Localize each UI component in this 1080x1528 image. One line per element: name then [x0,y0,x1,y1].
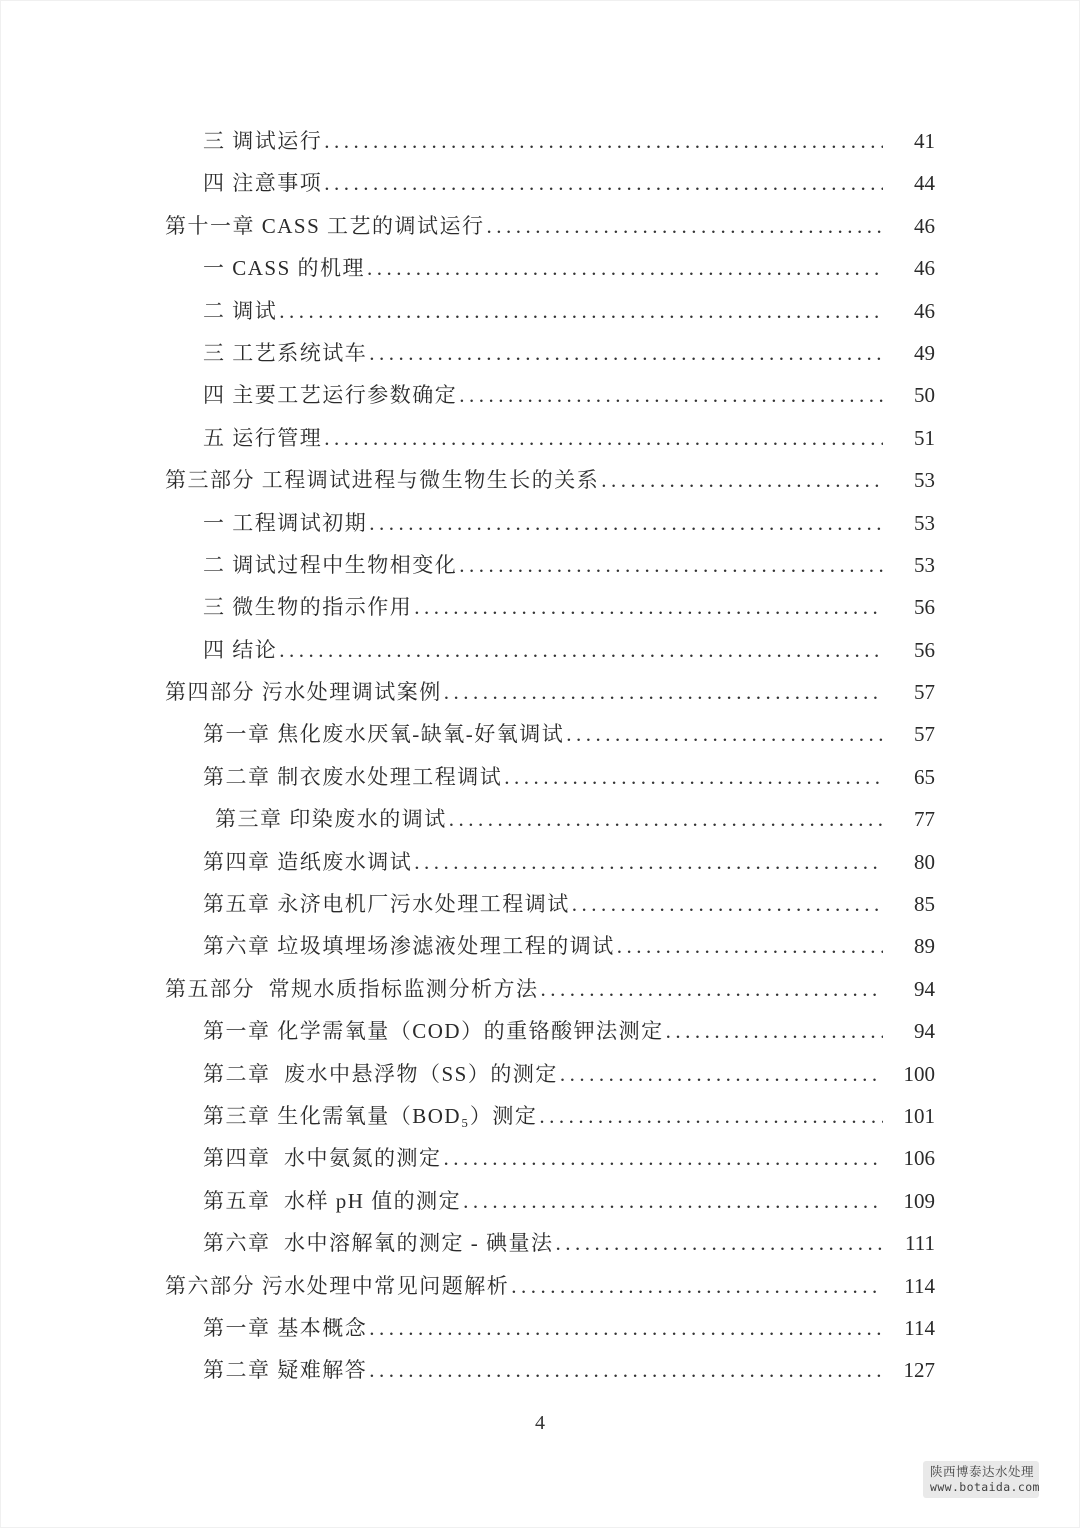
dot-leader [617,934,883,959]
toc-entry-title: 二 调试过程中生物相变化 [203,552,458,577]
dot-leader [541,977,884,1002]
toc-entry-title: 第六章 水中溶解氧的测定 - 碘量法 [203,1231,554,1256]
toc-entry [0,591,1080,633]
toc-entry [0,1058,1080,1100]
watermark-badge [923,1461,1039,1498]
toc-entry-title: 二 调试 [203,298,278,323]
toc-entry-title: 三 工艺系统试车 [203,340,368,365]
toc-entry-page: 77 [914,807,935,832]
toc-entry-page: 56 [914,637,935,662]
toc-entry-page: 94 [914,1019,935,1044]
toc-entry-page: 109 [903,1188,935,1213]
watermark-company: 陕西博泰达水处理 [930,1464,1035,1479]
dot-leader [279,299,883,324]
toc-entry-page: 56 [914,595,935,620]
toc-entry [0,295,1080,337]
toc-entry [0,761,1080,803]
toc-entry-title: 一 CASS 的机理 [203,256,366,281]
toc-entry-title: 第六部分 污水处理中常见问题解析 [165,1273,510,1298]
toc-entry-page: 111 [905,1231,935,1256]
table-of-contents [0,125,1080,1397]
toc-entry [0,930,1080,972]
toc-entry-title: 第一章 焦化废水厌氧-缺氧-好氧调试 [203,722,565,747]
toc-entry [0,337,1080,379]
dot-leader [601,468,883,493]
toc-entry-title: 第四部分 污水处理调试案例 [165,680,442,705]
toc-entry-page: 50 [914,383,935,408]
toc-entry [0,1312,1080,1354]
toc-entry-title: 四 结论 [203,637,278,662]
toc-entry-page: 89 [914,934,935,959]
toc-entry-page: 85 [914,892,935,917]
toc-entry [0,846,1080,888]
toc-entry [0,422,1080,464]
toc-entry-page: 80 [914,849,935,874]
toc-entry-page: 114 [904,1315,935,1340]
dot-leader [444,1146,884,1171]
watermark-url: www.botaida.com [930,1479,1040,1494]
toc-entry-page: 127 [903,1358,935,1383]
toc-entry-title: 第二章 疑难解答 [203,1358,368,1383]
dot-leader [449,807,883,832]
dot-leader [367,256,883,281]
dot-leader [369,1316,883,1341]
toc-entry-page: 101 [903,1103,935,1128]
dot-leader [369,511,883,536]
toc-entry-title: 三 调试运行 [203,129,323,153]
toc-entry [0,1185,1080,1227]
dot-leader [487,214,883,239]
toc-entry-title: 第三章 印染废水的调试 [215,807,447,832]
toc-entry [0,1100,1080,1142]
toc-entry-title: 一 工程调试初期 [203,510,368,535]
toc-entry [0,1270,1080,1312]
dot-leader [566,722,883,747]
toc-entry [0,1142,1080,1184]
toc-entry-page: 44 [914,171,935,196]
toc-entry-page: 94 [914,976,935,1001]
toc-entry [0,1227,1080,1269]
dot-leader [279,638,883,663]
dot-leader [504,765,883,790]
toc-entry-title: 第十一章 CASS 工艺的调试运行 [165,213,485,238]
toc-entry [0,888,1080,930]
dot-leader [369,1358,883,1383]
toc-entry-title: 第一章 基本概念 [203,1315,368,1340]
toc-entry-page: 65 [914,764,935,789]
dot-leader [459,383,883,408]
dot-leader [556,1231,884,1256]
toc-entry-page: 46 [914,298,935,323]
dot-leader [463,1189,883,1214]
toc-entry-title: 第三章 生化需氧量（BOD₅）测定 [203,1103,538,1128]
toc-entry [0,210,1080,252]
dot-leader [324,426,883,451]
toc-entry [0,634,1080,676]
toc-entry-title: 第四章 造纸废水调试 [203,849,413,874]
toc-entry-title: 五 运行管理 [203,425,323,450]
toc-entry [0,507,1080,549]
toc-entry-page: 51 [914,425,935,450]
toc-entry [0,252,1080,294]
dot-leader [560,1062,883,1087]
toc-entry-page: 46 [914,256,935,281]
toc-entry-page: 46 [914,213,935,238]
toc-entry [0,803,1080,845]
toc-entry [0,973,1080,1015]
dot-leader [324,171,883,196]
dot-leader [459,553,883,578]
dot-leader [666,1019,883,1044]
toc-entry-title: 第三部分 工程调试进程与微生物生长的关系 [165,468,600,493]
toc-entry-title: 第五章 水样 pH 值的测定 [203,1188,462,1213]
toc-entry [0,1015,1080,1057]
dot-leader [369,341,883,366]
toc-entry-title: 第四章 水中氨氮的测定 [203,1146,442,1171]
toc-entry [0,379,1080,421]
toc-entry-page: 114 [904,1273,935,1298]
toc-entry [0,167,1080,209]
toc-entry-title: 第二章 制衣废水处理工程调试 [203,764,503,789]
toc-entry-title: 第五部分 常规水质指标监测分析方法 [165,976,539,1001]
toc-entry-title: 第一章 化学需氧量（COD）的重铬酸钾法测定 [203,1019,664,1044]
toc-entry-page: 100 [903,1061,935,1086]
dot-leader [539,1104,883,1129]
toc-entry-title: 四 注意事项 [203,171,323,196]
toc-entry-title: 三 微生物的指示作用 [203,595,413,620]
toc-entry-page: 57 [914,722,935,747]
toc-entry [0,676,1080,718]
toc-entry [0,718,1080,760]
toc-entry-page: 53 [914,510,935,535]
toc-entry [0,125,1080,167]
dot-leader [444,680,883,705]
toc-entry-page: 53 [914,468,935,493]
toc-entry-page: 49 [914,340,935,365]
toc-entry-page: 53 [914,552,935,577]
toc-entry-page: 57 [914,680,935,705]
dot-leader [511,1274,883,1299]
toc-entry-title: 第六章 垃圾填埋场渗滤液处理工程的调试 [203,934,615,959]
toc-entry-page: 41 [914,129,935,153]
toc-entry [0,464,1080,506]
page-number: 4 [535,1412,545,1434]
toc-entry-title: 第二章 废水中悬浮物（SS）的测定 [203,1061,558,1086]
toc-entry [0,1354,1080,1396]
dot-leader [414,595,883,620]
dot-leader [414,850,883,875]
toc-entry-title: 四 主要工艺运行参数确定 [203,383,458,408]
toc-entry-page: 106 [903,1146,935,1171]
toc-entry-title: 第五章 永济电机厂污水处理工程调试 [203,892,570,917]
dot-leader [324,129,883,154]
dot-leader [572,892,883,917]
toc-entry [0,549,1080,591]
